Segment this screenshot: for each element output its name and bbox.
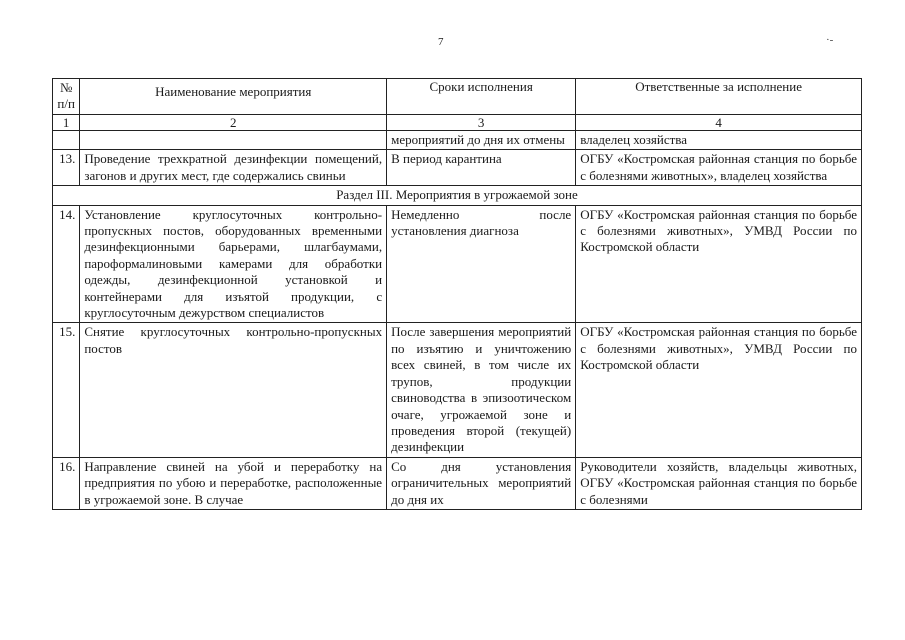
column-number-row (53, 115, 862, 131)
row-responsible: ОГБУ «Костромская районная станция по борьбе с болезнями животных», УМВД России по Костромской области (576, 323, 862, 457)
row-period: Со дня установления ограничительных мероприятий до дня их (387, 457, 576, 509)
header-period: Сроки исполнения (387, 79, 576, 115)
row-responsible: владелец хозяйства (576, 131, 862, 150)
row-name: Снятие круглосуточных контрольно-пропускных постов (80, 323, 387, 457)
empty-cell (80, 131, 387, 150)
page-number: 7 (438, 36, 444, 48)
measures-table (52, 78, 862, 510)
row-number: 15. (53, 323, 80, 457)
column-number: 2 (80, 115, 387, 131)
table-row (53, 131, 862, 150)
column-number: 1 (53, 115, 80, 131)
corner-mark: ·- (826, 34, 834, 46)
row-responsible: ОГБУ «Костромская районная станция по борьбе с болезнями животных», владелец хозяйства (576, 150, 862, 186)
table-row (53, 457, 862, 509)
row-period: После завершения мероприятий по изъятию и уничтожению всех свиней, в том числе их трупов, продукции свиноводства в эпизоотическом очаге, угрожаемой зоне и проведения второй (текущей) дезинфекции (387, 323, 576, 457)
row-period: мероприятий до дня их отмены (387, 131, 576, 150)
header-name: Наименование мероприятия (80, 79, 387, 115)
row-number: 16. (53, 457, 80, 509)
row-period: В период карантина (387, 150, 576, 186)
column-number: 3 (387, 115, 576, 131)
header-responsible: Ответственные за исполнение (576, 79, 862, 115)
row-period: Немедленно после установления диагноза (387, 205, 576, 323)
section-row (53, 186, 862, 205)
table-header-row (53, 79, 862, 115)
header-number: № п/п (53, 79, 80, 115)
column-number: 4 (576, 115, 862, 131)
row-number: 14. (53, 205, 80, 323)
row-name: Установление круглосуточных контрольно-пропускных постов, оборудованных временными дезинфекционными барьерами, шлагбаумами, пароформалиновыми камерами для обработки одежды, дезинфекционной установкой и контейнерами для изъятой продукции, с круглосуточным дежурством специалистов (80, 205, 387, 323)
table-row (53, 150, 862, 186)
row-number: 13. (53, 150, 80, 186)
row-responsible: ОГБУ «Костромская районная станция по борьбе с болезнями животных», УМВД России по Костромской области (576, 205, 862, 323)
table-row (53, 205, 862, 323)
empty-cell (53, 131, 80, 150)
row-responsible: Руководители хозяйств, владельцы животных, ОГБУ «Костромская районная станция по борьбе с болезнями (576, 457, 862, 509)
table-row (53, 323, 862, 457)
section-title: Раздел III. Мероприятия в угрожаемой зоне (53, 186, 862, 205)
row-name: Проведение трехкратной дезинфекции помещений, загонов и других мест, где содержались свиньи (80, 150, 387, 186)
row-name: Направление свиней на убой и переработку на предприятия по убою и переработке, расположенные в угрожаемой зоне. В случае (80, 457, 387, 509)
